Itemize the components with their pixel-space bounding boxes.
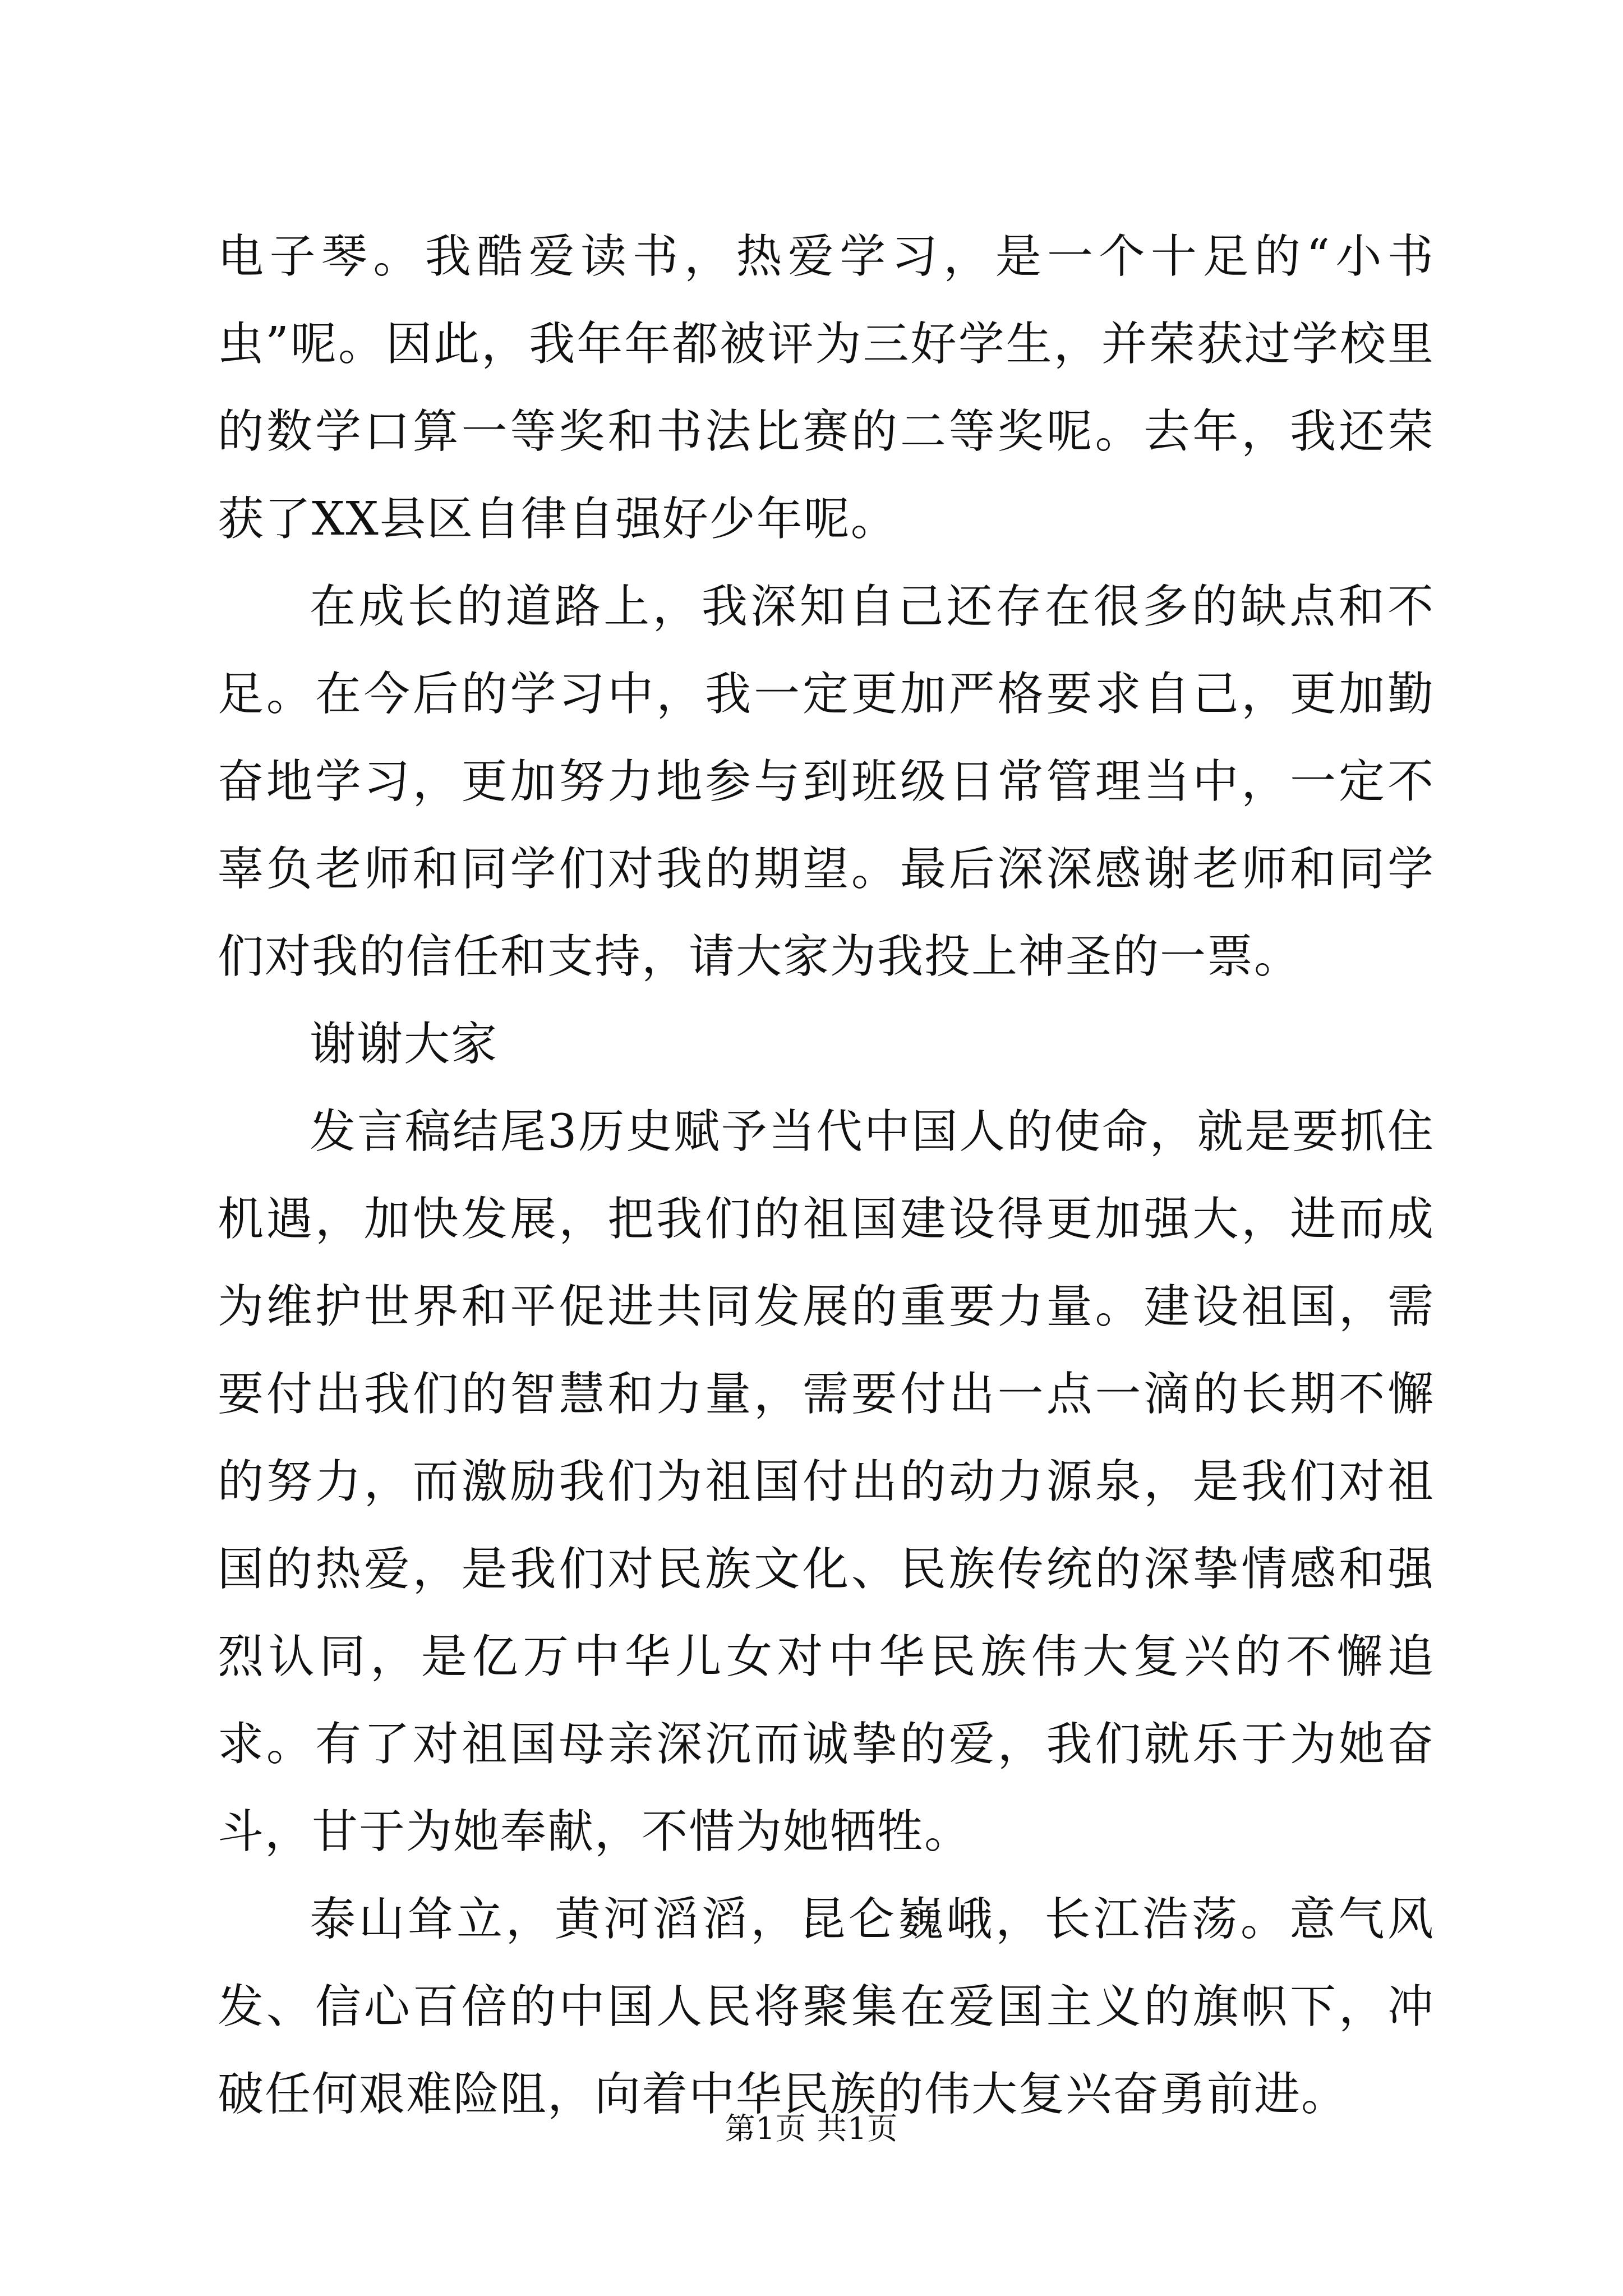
- document-body: [218, 213, 1435, 2138]
- paragraph-growth: 在成长的道路上，我深知自己还存在很多的缺点和不足。在今后的学习中，我一定更加严格要求自己，更加勤奋地学习，更加努力地参与到班级日常管理当中，一定不辜负老师和同学们对我的期望。最后深深感谢老师和同学们对我的信任和支持，请大家为我投上神圣的一票。: [218, 580, 1435, 983]
- paragraph-speech-ending: 发言稿结尾3历史赋予当代中国人的使命，就是要抓住机遇，加快发展，把我们的祖国建设得更加强大，进而成为维护世界和平促进共同发展的重要力量。建设祖国，需要付出我们的智慧和力量，需要付出一点一滴的长期不懈的努力，而激励我们为祖国付出的动力源泉，是我们对祖国的热爱，是我们对民族文化、民族传统的深挚情感和强烈认同，是亿万中华儿女对中华民族伟大复兴的不懈追求。有了对祖国母亲深沉而诚挚的爱，我们就乐于为她奋斗，甘于为她奉献，不惜为她牺牲。: [218, 1105, 1435, 1858]
- paragraph-thanks: 谢谢大家: [310, 1018, 499, 1071]
- page-number-footer: 第1页 共1页: [725, 2111, 898, 2146]
- paragraph-continuation: 电子琴。我酷爱读书，热爱学习，是一个十足的“小书虫”呢。因此，我年年都被评为三好学生，并荣获过学校里的数学口算一等奖和书法比赛的二等奖呢。去年，我还荣获了XX县区自律自强好少年呢。: [218, 230, 1435, 546]
- paragraph-conclusion: 泰山耸立，黄河滔滔，昆仑巍峨，长江浩荡。意气风发、信心百倍的中国人民将聚集在爱国主义的旗帜下，冲破任何艰难险阻，向着中华民族的伟大复兴奋勇前进。: [218, 1893, 1435, 2121]
